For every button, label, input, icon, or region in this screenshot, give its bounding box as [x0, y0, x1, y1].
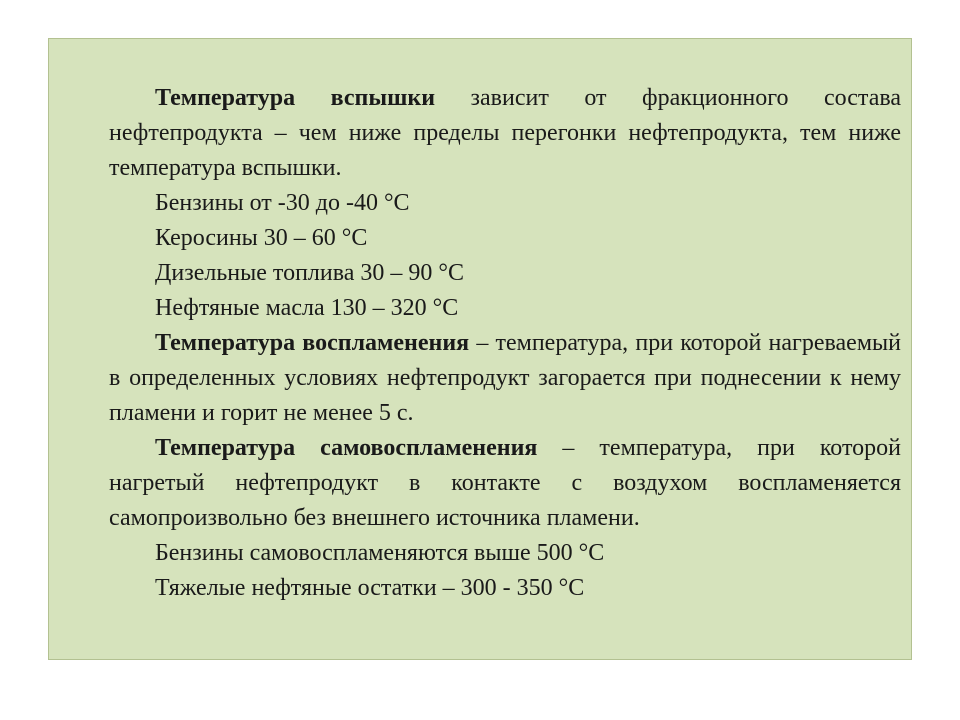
flash-value-oils: Нефтяные масла 130 – 320 °С [155, 295, 459, 321]
autoignition-definition: – температура, при которой нагретый нефтепродукт в контакте с воздухом воспламеняется самопроизвольно без внешнего источника пламени. [109, 435, 901, 531]
ignition-term: Температура воспламенения [155, 330, 470, 356]
ignition-paragraph [109, 326, 901, 431]
autoignition-paragraph [109, 431, 901, 536]
flash-value-diesel: Дизельные топлива 30 – 90 °С [155, 260, 464, 286]
flash-value-kerosene: Керосины 30 – 60 °С [155, 225, 368, 251]
content-text [109, 81, 901, 606]
flash-point-definition: зависит от фракционного состава нефтепродукта – чем ниже пределы перегонки нефтепродукта, тем ниже температура вспышки. [109, 85, 902, 181]
flash-point-term: Температура вспышки [155, 85, 436, 111]
autoignition-value-gasoline: Бензины самовоспламеняются выше 500 °С [155, 540, 605, 566]
flash-value-gasoline: Бензины от -30 до -40 °С [155, 190, 410, 216]
flash-point-paragraph [109, 81, 901, 186]
autoignition-term: Температура самовоспламенения [155, 435, 538, 461]
ignition-definition: – температура, при которой нагреваемый в определенных условиях нефтепродукт загорается при поднесении к нему пламени и горит не менее 5 с. [109, 330, 901, 426]
autoignition-value-residues: Тяжелые нефтяные остатки – 300 - 350 °С [155, 575, 585, 601]
content-panel [48, 38, 912, 660]
